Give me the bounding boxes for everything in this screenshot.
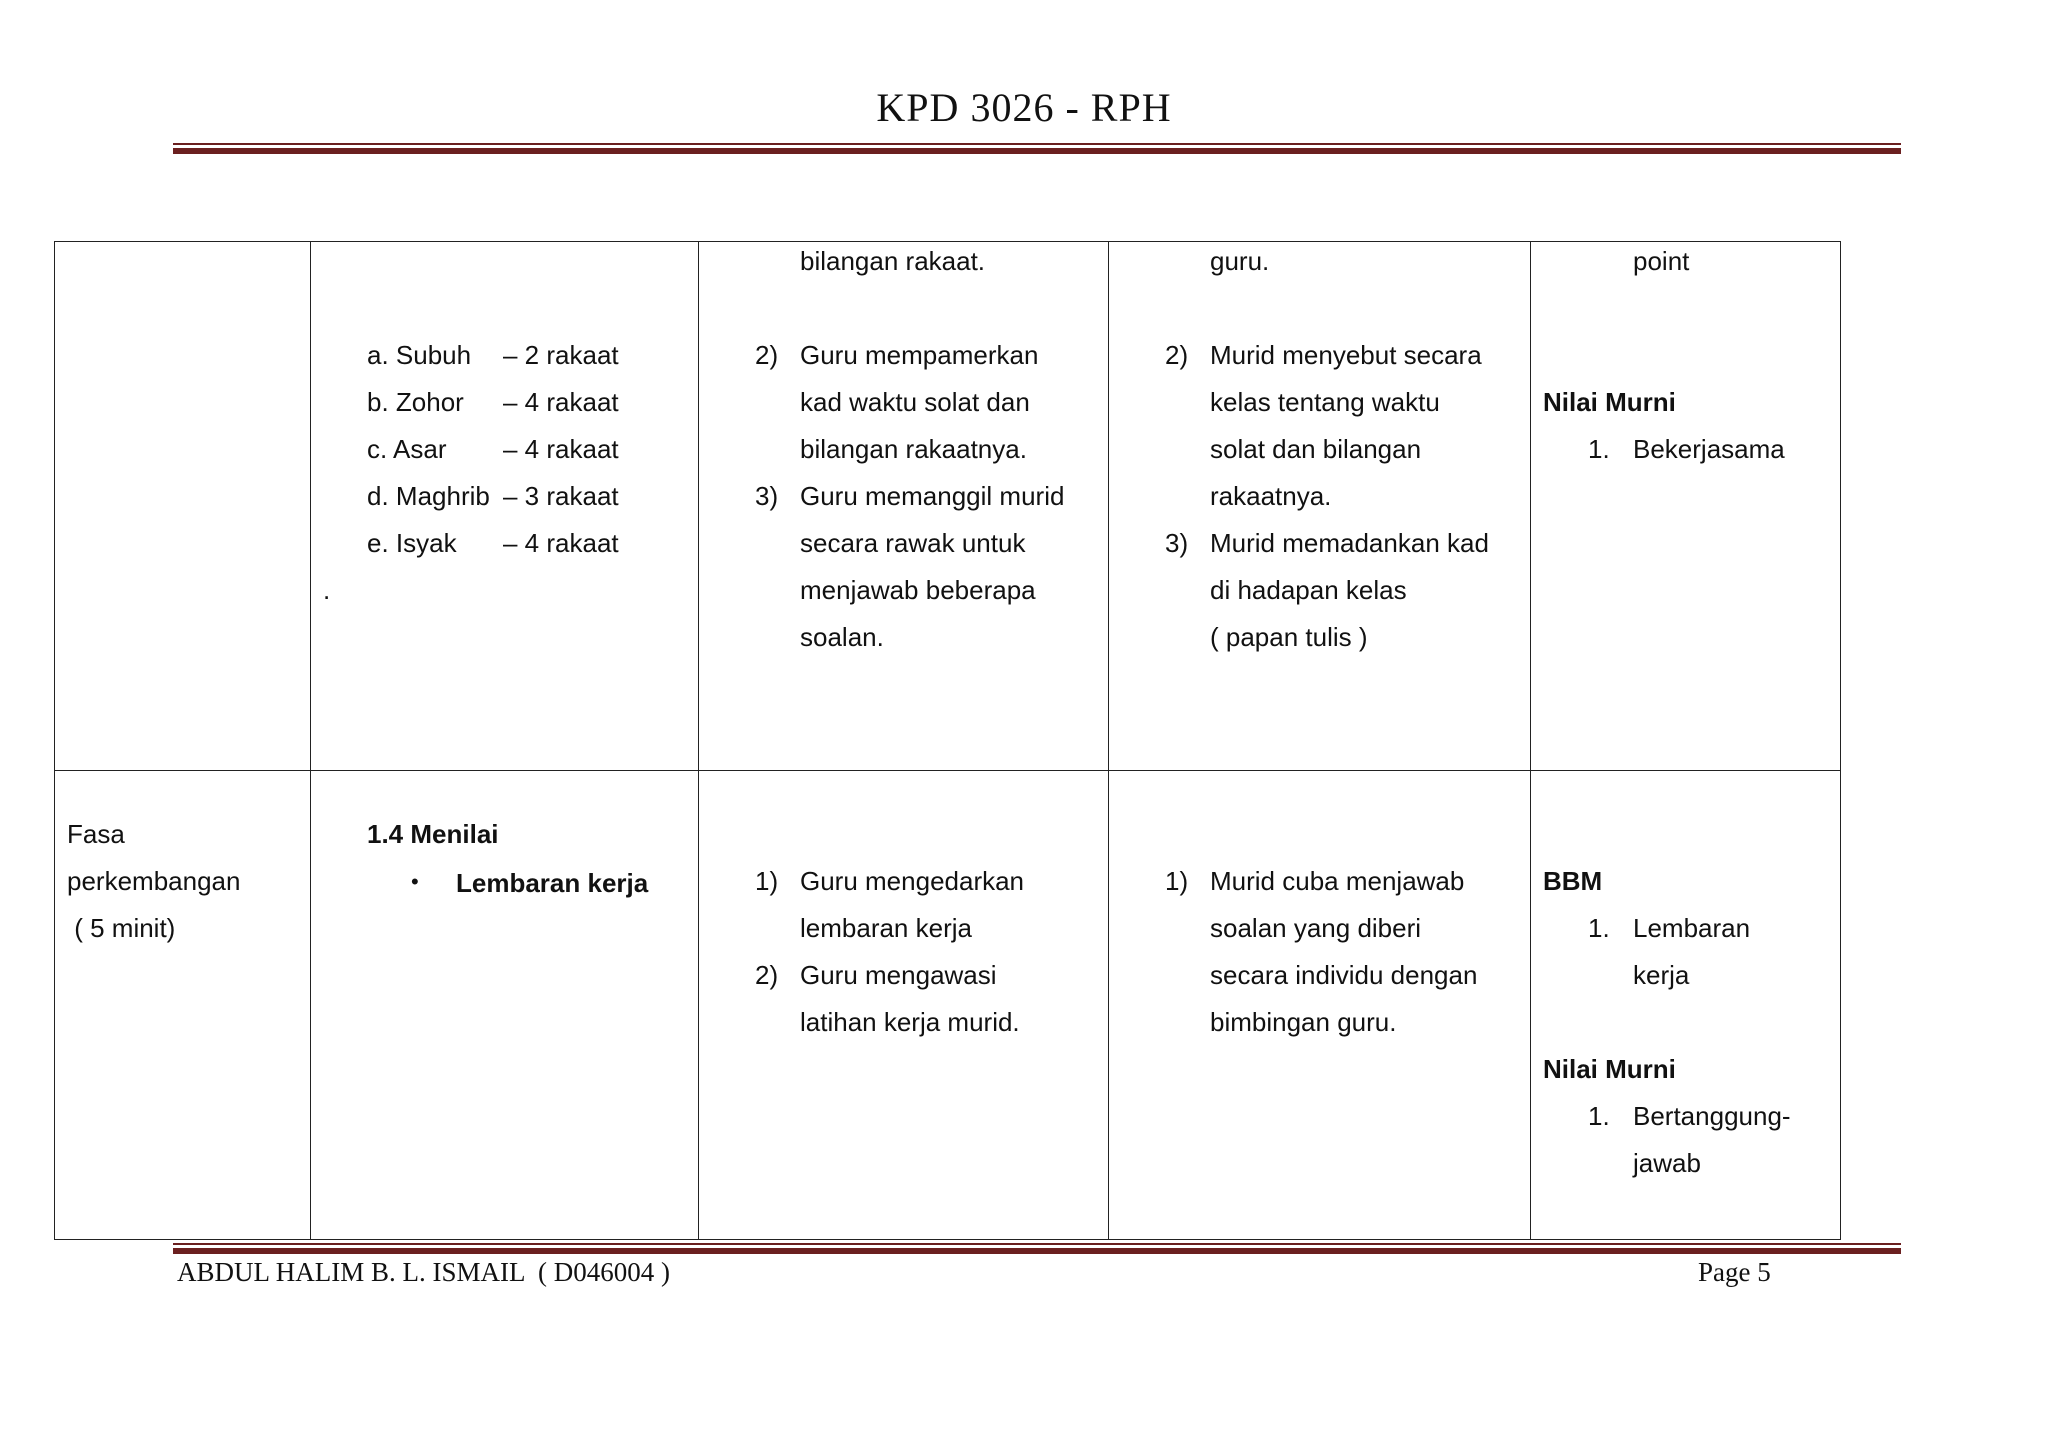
bullet-icon: • — [411, 869, 419, 894]
prayer-value: – 3 rakaat — [503, 481, 619, 511]
item-line: soalan yang diberi — [1210, 913, 1422, 943]
item-line: rakaatnya. — [1210, 481, 1332, 511]
phase-line: perkembangan — [67, 866, 241, 896]
prayer-value: – 4 rakaat — [503, 387, 619, 417]
item-line: soalan. — [800, 622, 884, 652]
page-header-title: KPD 3026 - RPH — [876, 85, 1172, 130]
item-line: Murid cuba menjawab — [1210, 866, 1465, 896]
student-activity-cell — [1109, 242, 1531, 771]
values-heading: Nilai Murni — [1543, 1054, 1676, 1084]
item-number: 2) — [755, 340, 779, 370]
item-line: latihan kerja murid. — [800, 1007, 1020, 1037]
footer-rule — [173, 1243, 1901, 1254]
notes-cell — [1531, 771, 1841, 1240]
item-line: secara rawak untuk — [800, 528, 1026, 558]
section-heading: 1.4 Menilai — [367, 819, 499, 849]
prayer-label: e. Isyak — [367, 528, 457, 558]
prayer-label: c. Asar — [367, 434, 447, 464]
table-row — [55, 771, 1841, 1240]
item-line: bimbingan guru. — [1210, 1007, 1397, 1037]
footer-author: ABDUL HALIM B. L. ISMAIL ( D046004 ) — [177, 1257, 670, 1287]
item-line: Lembaran — [1633, 913, 1751, 943]
header-rule — [173, 143, 1901, 154]
prayer-label: d. Maghrib — [367, 481, 490, 511]
table-row — [55, 242, 1841, 771]
teacher-activity-cell — [699, 771, 1109, 1240]
prayer-value: – 4 rakaat — [503, 434, 619, 464]
content-cell — [311, 242, 699, 771]
item-number: 2) — [1165, 340, 1189, 370]
item-line: kad waktu solat dan — [800, 387, 1030, 417]
item-line: Bekerjasama — [1633, 434, 1785, 464]
item-line: Guru mengawasi — [800, 960, 997, 990]
phase-cell — [55, 771, 311, 1240]
item-line: Guru memanggil murid — [800, 481, 1065, 511]
phase-line: ( 5 minit) — [67, 913, 176, 943]
item-line: bilangan rakaatnya. — [800, 434, 1027, 464]
continued-text: bilangan rakaat. — [800, 246, 986, 276]
prayer-value: – 2 rakaat — [503, 340, 619, 370]
item-line: ( papan tulis ) — [1210, 622, 1368, 652]
item-line: Guru mengedarkan — [800, 866, 1025, 896]
item-number: 1) — [1165, 866, 1189, 896]
item-number: 2) — [755, 960, 779, 990]
content-cell — [311, 771, 699, 1240]
item-number: 1. — [1588, 1101, 1610, 1131]
item-line: Guru mempamerkan — [800, 340, 1039, 370]
bullet-text: Lembaran kerja — [456, 868, 649, 898]
item-line: jawab — [1633, 1148, 1701, 1178]
notes-cell — [1531, 242, 1841, 771]
prayer-label: b. Zohor — [367, 387, 464, 417]
item-line: kerja — [1633, 960, 1690, 990]
item-number: 1. — [1588, 434, 1610, 464]
item-line: Bertanggung- — [1633, 1101, 1791, 1131]
continued-text: point — [1633, 246, 1690, 276]
item-line: di hadapan kelas — [1210, 575, 1407, 605]
stray-dot: . — [323, 575, 331, 605]
prayer-value: – 4 rakaat — [503, 528, 619, 558]
item-line: kelas tentang waktu — [1210, 387, 1440, 417]
item-number: 1) — [755, 866, 779, 896]
lesson-plan-table — [54, 241, 1841, 1240]
item-line: menjawab beberapa — [800, 575, 1036, 605]
teacher-activity-cell — [699, 242, 1109, 771]
item-line: solat dan bilangan — [1210, 434, 1422, 464]
item-number: 3) — [1165, 528, 1189, 558]
item-number: 3) — [755, 481, 779, 511]
item-line: Murid memadankan kad — [1210, 528, 1489, 558]
item-line: secara individu dengan — [1210, 960, 1478, 990]
footer-page-number: Page 5 — [1698, 1257, 1771, 1287]
item-line: Murid menyebut secara — [1210, 340, 1482, 370]
prayer-label: a. Subuh — [367, 340, 472, 370]
continued-text: guru. — [1210, 246, 1270, 276]
student-activity-cell — [1109, 771, 1531, 1240]
item-line: lembaran kerja — [800, 913, 972, 943]
phase-cell — [55, 242, 311, 771]
phase-line: Fasa — [67, 819, 125, 849]
item-number: 1. — [1588, 913, 1610, 943]
values-heading: Nilai Murni — [1543, 387, 1676, 417]
bbm-heading: BBM — [1543, 866, 1603, 896]
